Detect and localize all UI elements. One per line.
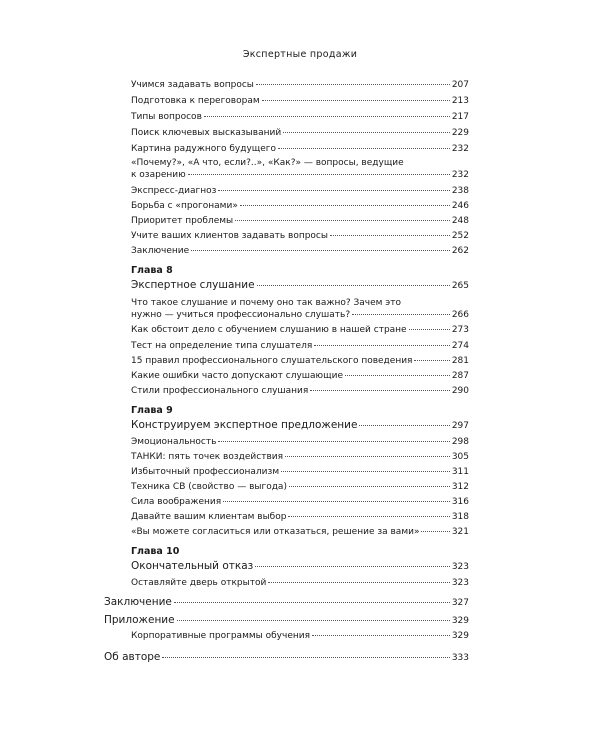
toc-entry-title: Заключение [131,246,190,256]
toc-entry-page: 311 [451,467,469,477]
toc-entry-page: 321 [451,527,469,537]
toc-entry-page: 252 [451,231,469,241]
toc-entry[interactable] [131,497,469,508]
toc-entry-title: Борьба с «прогонами» [131,201,238,211]
toc-entry-title: Картина радужного будущего [131,144,277,154]
toc-entry-title: Давайте вашим клиентам выбор [131,512,287,522]
toc-entry[interactable] [131,578,469,589]
toc-entry-page: 217 [451,112,469,122]
toc-entry[interactable] [131,144,469,155]
toc-entry-title: Какие ошибки часто допускают слушающие [131,371,344,381]
toc-entry[interactable] [131,246,469,257]
toc-entry-page: 329 [451,616,469,626]
toc-entry-title: Избыточный профессионализм [131,467,280,477]
toc-entry-about[interactable] [104,651,469,665]
toc-entry-title: ТАНКИ: пять точек воздействия [131,452,284,462]
toc-entry-page: 323 [451,578,469,588]
toc-entry-page: 316 [451,497,469,507]
toc-entry-title: Экспресс-диагноз [131,186,217,196]
toc-entry-title: 15 правил профессионального слушательского поведения [131,356,413,366]
toc-entry[interactable] [131,452,469,463]
toc-entry-page: 297 [451,421,469,431]
chapter-label: Глава 8 [131,265,173,276]
toc-entry-title: Поиск ключевых высказываний [131,128,282,138]
toc-entry-title-line1: Что такое слушание и почему оно так важно? Зачем это [131,298,401,308]
toc-entry-title: Корпоративные программы обучения [131,631,311,641]
toc-entry-title: «Вы можете согласиться или отказаться, решение за вами» [131,527,420,537]
chapter-entry[interactable] [131,560,469,574]
toc-entry-page: 232 [451,144,469,154]
toc-entry[interactable] [131,231,469,242]
toc-entry-title: Тест на определение типа слушателя [131,341,313,351]
toc-entry-title: Подготовка к переговорам [131,96,260,106]
toc-entry[interactable] [131,201,469,212]
running-head: Экспертные продажи [242,49,358,60]
chapter-title: Экспертное слушание [131,279,255,291]
toc-entry[interactable] [131,112,469,123]
toc-entry-multiline[interactable] [131,157,469,181]
toc-entry-page: 265 [451,281,469,291]
toc-entry-page: 248 [451,216,469,226]
chapter-label: Глава 9 [131,405,173,416]
toc-entry-page: 262 [451,246,469,256]
toc-entry-multiline[interactable] [131,297,469,321]
toc-entry[interactable] [131,467,469,478]
toc-entry-page: 323 [451,562,469,572]
toc-entry-appendix[interactable] [104,614,469,628]
toc-entry-page: 266 [451,310,469,320]
toc-entry-title-line1: «Почему?», «А что, если?..», «Как?» — вопросы, ведущие [131,158,404,168]
chapter-label: Глава 10 [131,546,180,557]
toc-entry-page: 290 [451,386,469,396]
toc-entry-page: 318 [451,512,469,522]
toc-entry[interactable] [131,325,469,336]
toc-entry-page: 232 [451,170,469,180]
toc-entry-page: 287 [451,371,469,381]
toc-entry[interactable] [131,356,469,367]
toc-entry-title: Учимся задавать вопросы [131,80,254,90]
toc-entry-title: Типы вопросов [131,112,202,122]
toc-entry-title: Учите ваших клиентов задавать вопросы [131,231,328,241]
toc-entry-title: Об авторе [104,651,161,663]
toc-entry-page: 246 [451,201,469,211]
toc-entry-title-line2: к озарению [131,170,186,180]
toc-entry-title: Как обстоит дело с обучением слушанию в нашей стране [131,325,407,335]
toc-entry[interactable] [131,128,469,139]
toc-entry[interactable] [131,527,469,538]
toc-entry[interactable] [131,386,469,397]
toc-entry-title: Техника СВ (свойство — выгода) [131,482,287,492]
toc-entry[interactable] [131,80,469,91]
toc-entry-page: 207 [451,80,469,90]
toc-entry[interactable] [131,631,469,642]
toc-entry-conclusion[interactable] [104,596,469,610]
toc-entry[interactable] [131,341,469,352]
toc-entry-page: 333 [451,653,469,663]
toc-entry-page: 281 [451,356,469,366]
toc-entry-page: 213 [451,96,469,106]
toc-entry-title: Приложение [104,614,175,626]
toc-entry-page: 327 [451,598,469,608]
toc-entry-title-line2: нужно — учиться профессионально слушать? [131,310,351,320]
toc-entry-title: Заключение [104,596,172,608]
toc-entry-title: Стили профессионального слушания [131,386,309,396]
toc-entry[interactable] [131,216,469,227]
toc-entry[interactable] [131,371,469,382]
toc-entry[interactable] [131,482,469,493]
chapter-title: Конструируем экспертное предложение [131,419,358,431]
chapter-entry[interactable] [131,419,469,433]
toc-entry-page: 273 [451,325,469,335]
toc-entry-title: Эмоциональность [131,437,217,447]
chapter-title: Окончательный отказ [131,560,254,572]
chapter-entry[interactable] [131,279,469,293]
toc-entry-title: Приоритет проблемы [131,216,234,226]
toc-entry-title: Сила воображения [131,497,222,507]
toc-entry-page: 298 [451,437,469,447]
toc-entry-page: 229 [451,128,469,138]
toc-entry-page: 312 [451,482,469,492]
toc-entry[interactable] [131,186,469,197]
toc-entry[interactable] [131,512,469,523]
toc-entry-page: 274 [451,341,469,351]
toc-entry-page: 238 [451,186,469,196]
toc-entry-page: 305 [451,452,469,462]
toc-entry[interactable] [131,437,469,448]
toc-entry-title: Оставляйте дверь открытой [131,578,267,588]
toc-entry-page: 329 [451,631,469,641]
toc-entry[interactable] [131,96,469,107]
